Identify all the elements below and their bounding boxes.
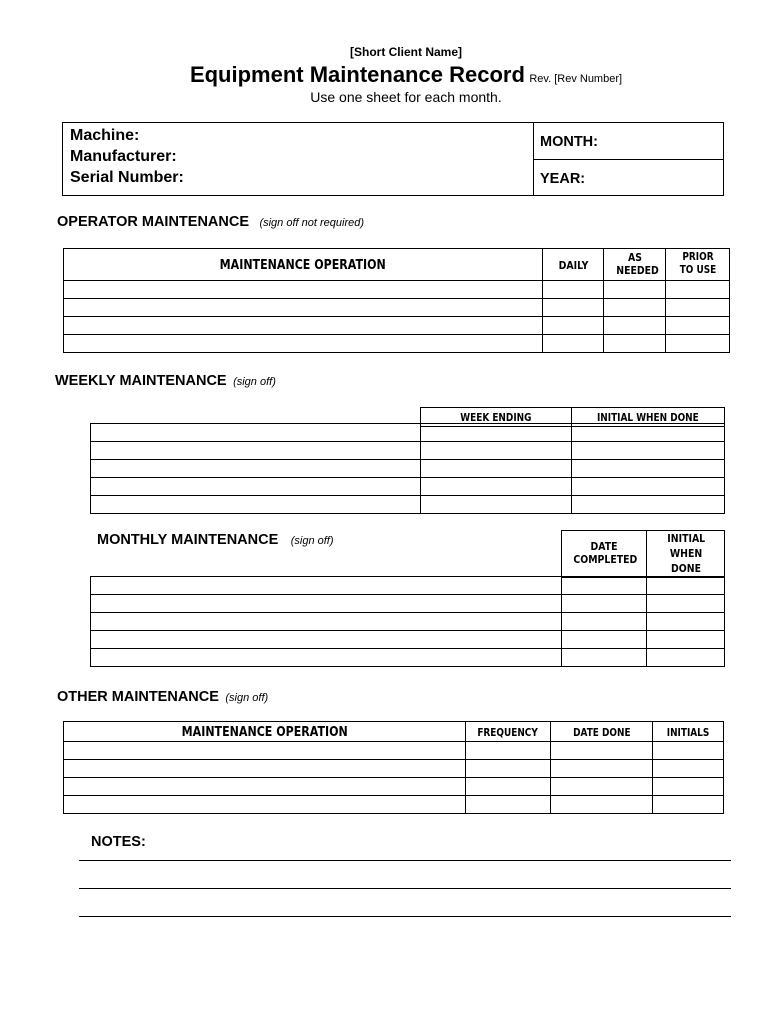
operator-section-heading xyxy=(57,213,364,231)
table-cell[interactable] xyxy=(543,281,604,299)
client-name: [Short Client Name] xyxy=(349,45,462,59)
table-row xyxy=(64,742,724,760)
table-cell[interactable] xyxy=(562,613,647,631)
table-cell[interactable] xyxy=(64,335,543,353)
table-row xyxy=(91,649,725,667)
document-title: Equipment Maintenance Record xyxy=(189,62,525,87)
table-cell[interactable] xyxy=(91,649,562,667)
table-cell[interactable] xyxy=(466,778,551,796)
table-cell[interactable] xyxy=(604,281,666,299)
table-cell[interactable] xyxy=(666,299,730,317)
table-cell[interactable] xyxy=(562,631,647,649)
operator-section-note: (sign off not required) xyxy=(259,217,365,229)
table-row xyxy=(91,478,725,496)
table-row xyxy=(91,496,725,514)
table-cell[interactable] xyxy=(91,442,421,460)
table-cell[interactable] xyxy=(666,281,730,299)
other-section-note: (sign off) xyxy=(225,692,269,704)
machine-info-box xyxy=(62,122,724,196)
month-label: MONTH: xyxy=(540,134,598,150)
machine-label: Machine: xyxy=(70,127,140,144)
col-header-prior-to-use: PRIOR TO USE xyxy=(666,249,730,281)
col-header-operation: MAINTENANCE OPERATION xyxy=(64,722,466,742)
notes-line[interactable] xyxy=(79,860,731,861)
col-header-date-completed: DATE COMPLETED xyxy=(562,531,647,578)
table-cell[interactable] xyxy=(572,478,725,496)
table-cell[interactable] xyxy=(647,631,725,649)
table-cell[interactable] xyxy=(653,742,724,760)
col-header-operation: MAINTENANCE OPERATION xyxy=(64,249,543,281)
col-header-daily: DAILY xyxy=(543,249,604,281)
table-cell[interactable] xyxy=(562,577,647,595)
table-row xyxy=(91,631,725,649)
table-row xyxy=(64,335,730,353)
table-cell[interactable] xyxy=(64,742,466,760)
table-row xyxy=(64,299,730,317)
table-cell[interactable] xyxy=(543,335,604,353)
table-row xyxy=(64,281,730,299)
table-cell[interactable] xyxy=(551,742,653,760)
table-cell[interactable] xyxy=(551,778,653,796)
table-cell[interactable] xyxy=(421,442,572,460)
weekly-section-title: WEEKLY MAINTENANCE xyxy=(55,373,227,389)
notes-label: NOTES: xyxy=(91,834,146,850)
table-cell[interactable] xyxy=(91,496,421,514)
table-cell[interactable] xyxy=(64,317,543,335)
table-cell[interactable] xyxy=(91,631,562,649)
weekly-section-note: (sign off) xyxy=(233,376,276,388)
table-cell[interactable] xyxy=(64,281,543,299)
table-cell[interactable] xyxy=(543,299,604,317)
col-header-date-done: DATE DONE xyxy=(551,722,653,742)
table-cell[interactable] xyxy=(647,595,725,613)
table-cell[interactable] xyxy=(653,796,724,814)
table-cell[interactable] xyxy=(91,613,562,631)
table-cell[interactable] xyxy=(466,760,551,778)
monthly-section-heading xyxy=(97,531,334,549)
table-row xyxy=(91,577,725,595)
table-cell[interactable] xyxy=(64,299,543,317)
table-row xyxy=(91,595,725,613)
year-label: YEAR: xyxy=(540,171,586,187)
table-cell[interactable] xyxy=(421,478,572,496)
table-cell[interactable] xyxy=(666,335,730,353)
other-section-title: OTHER MAINTENANCE xyxy=(57,689,219,705)
col-header-initial-when-done: INITIAL WHEN DONE xyxy=(572,408,725,427)
table-cell[interactable] xyxy=(653,778,724,796)
table-cell[interactable] xyxy=(572,442,725,460)
table-cell[interactable] xyxy=(91,478,421,496)
table-row xyxy=(64,317,730,335)
table-row xyxy=(64,760,724,778)
table-cell[interactable] xyxy=(647,613,725,631)
operator-maintenance-table xyxy=(63,248,730,353)
table-cell[interactable] xyxy=(64,760,466,778)
table-cell[interactable] xyxy=(91,460,421,478)
monthly-section-note: (sign off) xyxy=(290,535,334,547)
table-cell[interactable] xyxy=(64,778,466,796)
table-cell[interactable] xyxy=(466,742,551,760)
col-header-week-ending: WEEK ENDING xyxy=(421,408,572,427)
table-cell[interactable] xyxy=(91,577,562,595)
table-row xyxy=(64,778,724,796)
table-cell[interactable] xyxy=(653,760,724,778)
monthly-header-row xyxy=(561,530,725,578)
revision-label: Rev. [Rev Number] xyxy=(529,73,623,85)
table-cell[interactable] xyxy=(421,496,572,514)
table-cell[interactable] xyxy=(562,649,647,667)
notes-line[interactable] xyxy=(79,888,731,889)
table-cell[interactable] xyxy=(572,424,725,442)
serial-number-label: Serial Number: xyxy=(70,169,184,186)
table-row xyxy=(91,460,725,478)
document-header xyxy=(0,62,768,88)
table-cell[interactable] xyxy=(647,649,725,667)
col-header-initials: INITIALS xyxy=(653,722,724,742)
table-cell[interactable] xyxy=(572,496,725,514)
table-cell[interactable] xyxy=(421,460,572,478)
table-cell[interactable] xyxy=(91,424,421,442)
col-header-as-needed: AS NEEDED xyxy=(604,249,666,281)
table-cell[interactable] xyxy=(604,299,666,317)
table-cell[interactable] xyxy=(666,317,730,335)
table-cell[interactable] xyxy=(572,460,725,478)
table-row xyxy=(64,796,724,814)
table-cell[interactable] xyxy=(562,595,647,613)
table-cell[interactable] xyxy=(551,760,653,778)
table-row xyxy=(91,442,725,460)
table-cell[interactable] xyxy=(466,796,551,814)
notes-line[interactable] xyxy=(79,916,731,917)
table-cell[interactable] xyxy=(551,796,653,814)
other-maintenance-table xyxy=(63,721,724,814)
monthly-section-title: MONTHLY MAINTENANCE xyxy=(97,532,279,548)
table-cell[interactable] xyxy=(604,335,666,353)
col-header-initial-when-done: INITIAL WHEN DONE xyxy=(647,531,725,578)
table-cell[interactable] xyxy=(64,796,466,814)
table-row xyxy=(91,613,725,631)
table-cell[interactable] xyxy=(604,317,666,335)
weekly-section-heading xyxy=(55,372,276,390)
table-cell[interactable] xyxy=(647,577,725,595)
operator-section-title: OPERATOR MAINTENANCE xyxy=(57,214,249,230)
col-header-frequency: FREQUENCY xyxy=(466,722,551,742)
manufacturer-label: Manufacturer: xyxy=(70,148,177,165)
table-cell[interactable] xyxy=(543,317,604,335)
table-row xyxy=(91,424,725,442)
other-section-heading xyxy=(57,688,268,706)
table-cell[interactable] xyxy=(91,595,562,613)
table-cell[interactable] xyxy=(421,424,572,442)
document-subtitle: Use one sheet for each month. xyxy=(310,89,502,105)
